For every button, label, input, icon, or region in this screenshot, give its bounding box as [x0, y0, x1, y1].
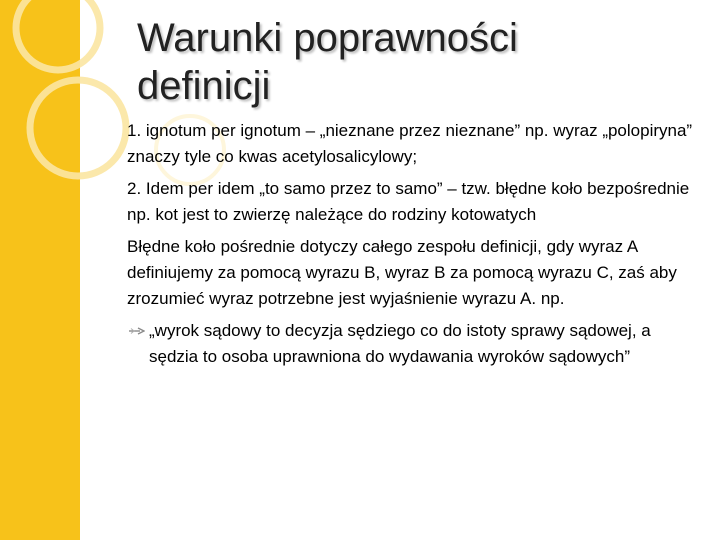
arrow-bullet-icon	[129, 327, 145, 335]
paragraph-circular: Błędne koło pośrednie dotyczy całego zespołu definicji, gdy wyraz A definiujemy za pomocą wyrazu B, wyraz B za pomocą wyrazu C, zaś aby zrozumieć wyraz potrzebne jest wyjaśnienie wyrazu A. np.	[127, 237, 677, 308]
bullet-item	[127, 318, 702, 370]
slide-content	[127, 118, 702, 370]
slide-title	[137, 14, 697, 110]
title-line-2: definicji	[137, 64, 271, 108]
bullet-text: „wyrok sądowy to decyzja sędziego co do istoty sprawy sądowej, a sędzia to osoba uprawniona do wydawania wyroków sądowych”	[149, 321, 651, 366]
title-line-1: Warunki poprawności	[137, 16, 518, 60]
paragraph-ignotum: 1. ignotum per ignotum – „nieznane przez nieznane” np. wyraz „polopiryna” znaczy tyle co kwas acetylosalicylowy;	[127, 121, 693, 166]
paragraph-idem: 2. Idem per idem „to samo przez to samo” – tzw. błędne koło bezpośrednie np. kot jest to zwierzę należące do rodziny kotowatych	[127, 179, 690, 224]
